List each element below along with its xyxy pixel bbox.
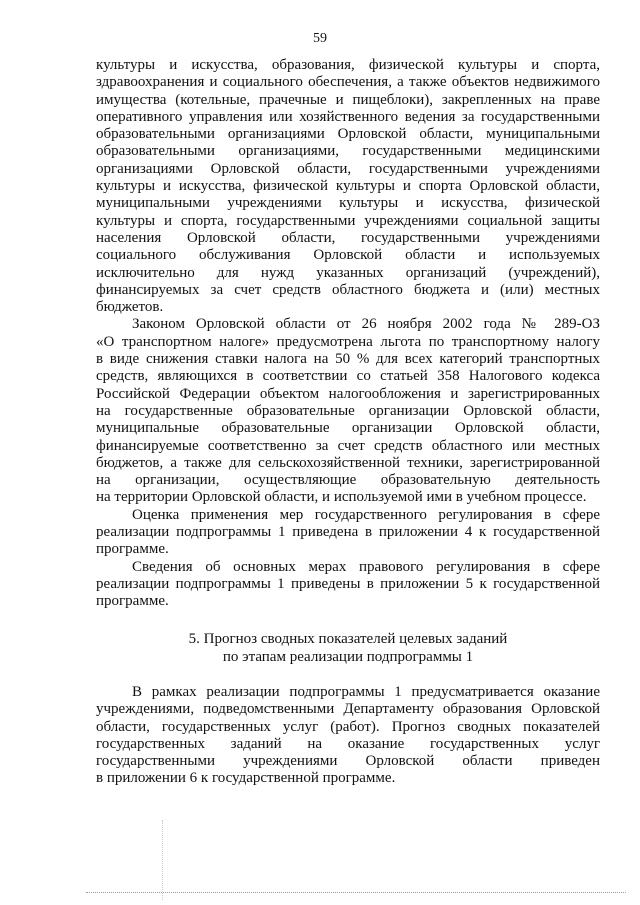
text-line: государственными учреждениями Орловской области приведен (96, 753, 600, 770)
text-line: государственных заданий на оказание государственных услуг (96, 735, 600, 752)
text-line: оперативного управления или хозяйственного ведения за государственными (96, 108, 600, 125)
text-line: в приложении 6 к государственной программе. (96, 770, 396, 787)
text-line: исключительно для нужд указанных организаций (учреждений), (96, 264, 600, 281)
text-line: программе. (96, 541, 169, 558)
text-line: средств, являющихся в соответствии со статьей 358 Налогового кодекса (96, 368, 600, 385)
text-line: Законом Орловской области от 26 ноября 2002 года № 289-ОЗ (132, 316, 600, 333)
text-line: Сведения об основных мерах правового регулирования в сфере (132, 558, 600, 575)
text-line: бюджетов. (96, 299, 164, 316)
section-heading-line: по этапам реализации подпрограммы 1 (222, 649, 474, 665)
text-line: организациями Орловской области, государственными учреждениями (96, 160, 600, 177)
text-line: реализации подпрограммы 1 приведены в приложении 5 к государственной (96, 575, 600, 592)
section-heading-line: 5. Прогноз сводных показателей целевых заданий (188, 631, 508, 647)
text-line: учреждениями, подведомственными Департаменту образования Орловской (96, 701, 600, 718)
text-line: Оценка применения мер государственного регулирования в сфере (132, 506, 600, 523)
text-line: образовательными организациями Орловской области, муниципальными (96, 126, 600, 143)
text-line: культуры и искусства, физической культуры и спорта Орловской области, (96, 178, 600, 195)
text-line: программе. (96, 593, 169, 610)
text-line: культуры и искусства, образования, физической культуры и спорта, (96, 57, 600, 73)
text-line: на организации, осуществляющие образовательную деятельность (96, 472, 600, 489)
text-line: на государственные образовательные организации Орловской области, (96, 402, 600, 419)
text-line: имущества (котельные, прачечные и пищеблоки), закрепленных на праве (96, 91, 600, 108)
text-line: социального обслуживания Орловской области и используемых (96, 247, 600, 264)
text-line: на территории Орловской области, и используемой ими в учебном процессе. (96, 489, 587, 506)
text-line: здравоохранения и социального обеспечения, а также объектов недвижимого (96, 74, 600, 91)
paragraph-legal-regulation-info (96, 559, 600, 611)
section-heading (96, 630, 600, 666)
paragraph-transport-tax-law (96, 316, 600, 506)
text-line: области, государственных услуг (работ). Прогноз сводных показателей (96, 718, 600, 735)
text-line: финансируемые соответственно за счет средств областного или местных (96, 437, 600, 454)
text-line: финансируемых за счет средств областного бюджета и (или) местных (96, 281, 600, 298)
text-line: в виде снижения ставки налога на 50 % для всех категорий транспортных (96, 351, 600, 368)
paragraph-regulation-assessment (96, 507, 600, 559)
text-line: «О транспортном налоге» предусмотрена льгота по транспортному налогу (96, 333, 600, 350)
text-line: культуры и спорта, государственными учреждениями социальной защиты (96, 212, 600, 229)
text-line: образовательными организациями, государственными медицинскими (96, 143, 600, 160)
text-line: Российской Федерации объектом налогообложения и зарегистрированных (96, 385, 600, 402)
document-body-section-5 (96, 684, 600, 788)
text-line: реализации подпрограммы 1 приведена в приложении 4 к государственной (96, 524, 600, 541)
text-line: муниципальные образовательные организации Орловской области, (96, 420, 600, 437)
page-number: 59 (313, 31, 327, 46)
scan-artifact-mark (162, 820, 163, 900)
document-body (96, 57, 600, 611)
text-line: муниципальными учреждениями культуры и искусства, физической (96, 195, 600, 212)
scan-artifact-line (86, 892, 626, 893)
paragraph-state-assignments-forecast (96, 684, 600, 788)
paragraph-property-tax-exemption (96, 57, 600, 316)
text-line: В рамках реализации подпрограммы 1 предусматривается оказание (132, 684, 600, 700)
text-line: бюджетов, а также для сельскохозяйственной техники, зарегистрированной (96, 454, 600, 471)
text-line: населения Орловской области, государственными учреждениями (96, 229, 600, 246)
